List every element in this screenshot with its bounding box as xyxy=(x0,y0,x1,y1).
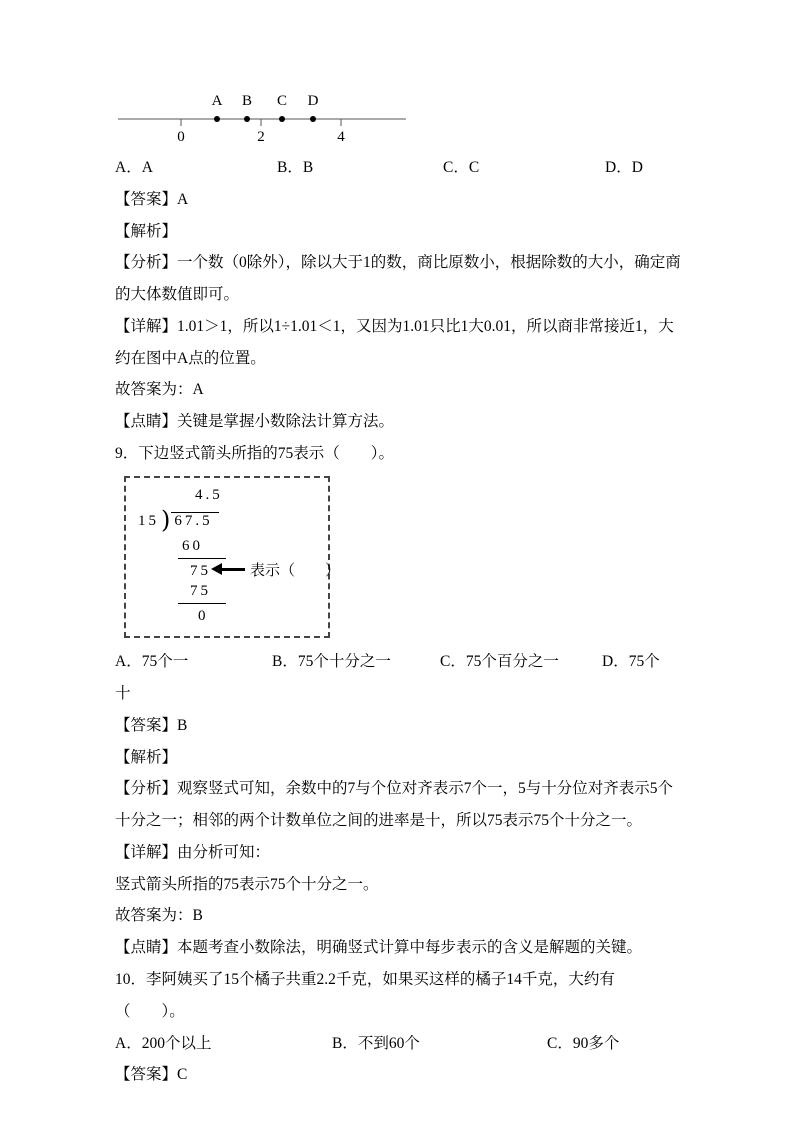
q8-option-c: C．C xyxy=(443,159,480,176)
q9-conclusion: 故答案为：B xyxy=(115,907,203,925)
q8-option-b: B．B xyxy=(277,159,314,176)
arrow-left-icon xyxy=(221,568,245,571)
q10-option-a: A．200个以上 xyxy=(115,1034,212,1052)
q8-detail-text: 【详解】1.01＞1，所以1÷1.01＜1，又因为1.01只比1大0.01，所以商非常接近1，大约在图中A点的位置。 xyxy=(115,317,674,367)
q9-option-d: D．75个 xyxy=(602,653,660,671)
q9-option-d-wrap: 十 xyxy=(115,685,131,703)
tick-2-label: 2 xyxy=(257,129,265,144)
point-b-label: B xyxy=(241,93,253,109)
point-c-label: C xyxy=(276,93,288,109)
division-remainder1: 75 xyxy=(190,562,211,579)
q9-option-a: A．75个一 xyxy=(115,653,189,671)
q8-figure xyxy=(117,90,684,146)
q10-option-c: C．90多个 xyxy=(547,1034,620,1052)
numberline-figure xyxy=(117,90,407,144)
q8-option-a: A．A xyxy=(115,159,153,176)
point-b-dot xyxy=(244,116,250,122)
q9-detail-text: 竖式箭头所指的75表示75个十分之一。 xyxy=(115,875,379,893)
q8-conclusion: 故答案为：A xyxy=(115,381,204,399)
q10-stem: 10．李阿姨买了15个橘子共重2.2千克，如果买这样的橘子14千克，大约有（ ）。 xyxy=(115,970,615,1020)
q9-detail-header: 【详解】由分析可知： xyxy=(115,843,271,861)
q9-answer-line: 【答案】B xyxy=(115,716,188,734)
point-a-dot xyxy=(214,116,220,122)
point-d-label: D xyxy=(307,93,319,109)
q9-option-b: B．75个十分之一 xyxy=(272,653,391,671)
division-main-row xyxy=(138,505,320,537)
q9-analysis-text: 【分析】观察竖式可知，余数中的7与个位对齐表示7个一，5与十分位对齐表示5个十分之一；相邻的两个计数单位之间的进率是十，所以75表示75个十分之一。 xyxy=(115,780,674,830)
division-remainder2: 0 xyxy=(198,607,209,624)
q9-stem: 9．下边竖式箭头所指的75表示（ ）。 xyxy=(115,444,395,462)
division-rule-1 xyxy=(178,558,226,559)
q10-options-row xyxy=(115,1028,684,1060)
division-bracket-icon: ) xyxy=(161,506,171,535)
q9-division-box xyxy=(124,476,341,639)
q9-analysis-header: 【解析】 xyxy=(115,748,178,766)
q9-tip: 【点睛】本题考查小数除法，明确竖式计算中每步表示的含义是解题的关键。 xyxy=(115,939,643,957)
point-c-dot xyxy=(279,116,285,122)
q9-options-row xyxy=(115,646,684,678)
q8-options-row xyxy=(115,152,684,184)
q9-option-c: C．75个百分之一 xyxy=(440,653,559,671)
point-a-label: A xyxy=(211,93,223,109)
tick-4-label: 4 xyxy=(337,129,345,144)
tick-0-label: 0 xyxy=(177,129,185,144)
q8-answer-line: 【答案】A xyxy=(115,190,189,208)
division-rule-2 xyxy=(178,603,226,604)
q10-option-b: B．不到60个 xyxy=(332,1034,420,1052)
long-division-figure xyxy=(138,486,341,627)
division-product2: 75 xyxy=(190,582,211,599)
division-remainder-row xyxy=(138,562,341,582)
division-product1: 60 xyxy=(182,538,203,555)
q8-analysis-text: 【分析】一个数（0除外），除以大于1的数，商比原数小，根据除数的大小，确定商的大体数值即可。 xyxy=(115,254,681,304)
point-d-dot xyxy=(310,116,316,122)
division-divisor: 15 xyxy=(138,513,159,530)
division-quotient: 4.5 xyxy=(195,486,223,503)
q10-answer-line: 【答案】C xyxy=(115,1066,188,1084)
q8-tip: 【点睛】关键是掌握小数除法计算方法。 xyxy=(115,413,395,431)
q8-analysis-header: 【解析】 xyxy=(115,222,178,240)
division-arrow-label: 表示（ ） xyxy=(250,562,341,579)
q8-option-d: D．D xyxy=(605,159,643,176)
division-dividend: 67.5 xyxy=(171,512,218,529)
